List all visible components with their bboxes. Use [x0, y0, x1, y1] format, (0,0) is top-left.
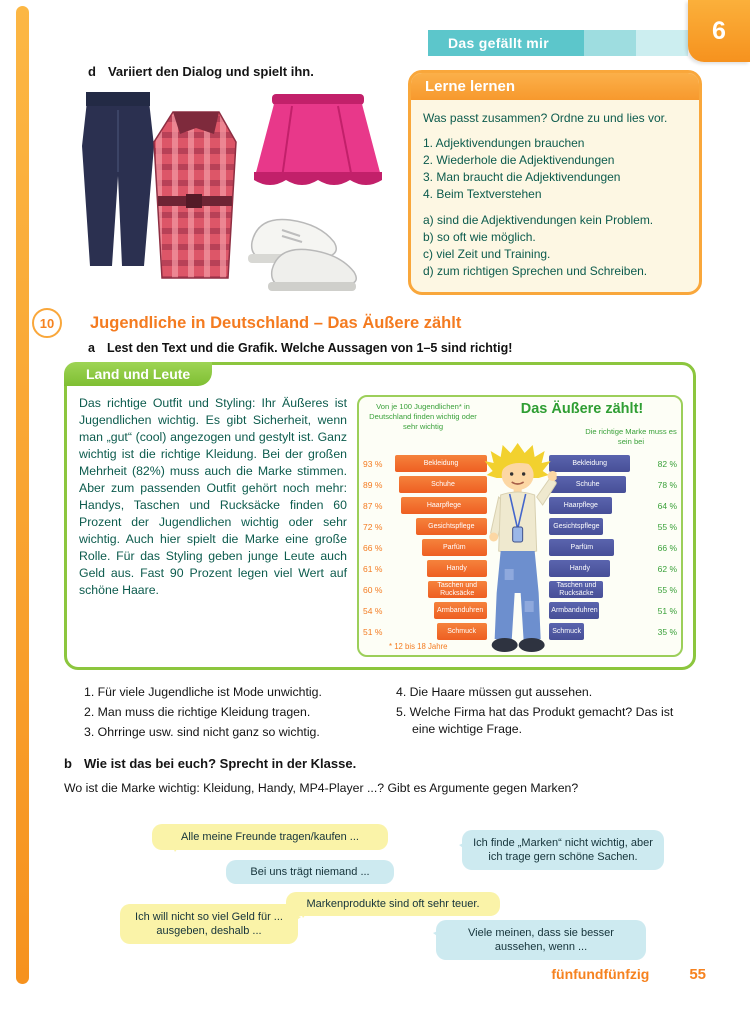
left-percent: 51 %	[363, 626, 383, 637]
lerne-item: a) sind die Adjektivendungen kein Problem.	[423, 213, 654, 228]
chapter-tab	[688, 0, 750, 62]
right-percent: 55 %	[657, 521, 677, 532]
page-header-title: Das gefällt mir	[448, 35, 549, 51]
skirt-image	[254, 94, 382, 185]
right-bar: Parfüm	[549, 539, 614, 556]
page-footer	[551, 966, 706, 983]
land-paragraph: Das richtige Outfit und Styling: Ihr Äußeres ist Jugendlichen wichtig. Es gibt Sicherheit, wenn man „gut“ (cool) angezogen und gestylt ist. Ganz wichtig ist die richtige Kleidung. Bei der großen Mehrheit (82%) muss auch die Marke stimmen. Aber zum passenden Outfit gehört noch mehr: Handys, Taschen und Rucksäcke finden 60 Prozent der Jugendlichen wichtig oder sehr wichtig. Auch hier spielt die Marke eine große Rolle. Für das Styling geben junge Leute auch Geld aus. Fast 90 Prozent legen viel Wert auf schöne Haare.	[79, 396, 347, 597]
chart-panel	[357, 395, 683, 657]
right-bar: Gesichtspflege	[549, 518, 603, 535]
chapter-number: 6	[712, 16, 726, 45]
section-d-title: Variiert den Dialog und spielt ihn.	[107, 64, 314, 79]
left-bar: Haarpflege	[401, 497, 486, 514]
right-percent: 78 %	[657, 479, 677, 490]
speech-bubble: Ich will nicht so viel Geld für ... ausgeben, deshalb ...	[120, 904, 298, 944]
section-b-label: b	[64, 756, 72, 771]
jeans-image	[82, 92, 154, 266]
section-b-title: Wie ist das bei euch? Sprecht in der Klasse.	[83, 756, 357, 771]
statements-list	[84, 684, 696, 745]
lerne-item: 1. Adjektivendungen brauchen	[423, 136, 585, 151]
right-bar: Armbanduhren	[549, 602, 599, 619]
lerne-lernen-box	[408, 70, 702, 295]
speech-bubble: Ich finde „Marken“ nicht wichtig, aber ich trage gern schöne Sachen.	[462, 830, 664, 870]
lerne-lernen-body	[411, 100, 699, 292]
chart-title: Das Äußere zählt!	[520, 401, 644, 417]
left-percent: 61 %	[363, 563, 383, 574]
section-b-question: Wo ist die Marke wichtig: Kleidung, Handy, MP4-Player ...? Gibt es Argumente gegen Marken?	[64, 781, 579, 795]
left-percent: 72 %	[363, 521, 383, 532]
right-bar: Taschen und Rucksäcke	[549, 581, 603, 598]
statement: 2. Man muss die richtige Kleidung tragen.	[84, 705, 311, 720]
exercise-number-badge: 10	[32, 308, 62, 338]
right-percent: 82 %	[657, 458, 677, 469]
section-d-label: d	[88, 64, 96, 79]
left-percent: 60 %	[363, 584, 383, 595]
right-percent: 51 %	[657, 605, 677, 616]
left-percent: 93 %	[363, 458, 383, 469]
chart-right-caption: Die richtige Marke muss es sein bei	[585, 427, 677, 446]
exercise-10a-text: Lest den Text und die Grafik. Welche Aussagen von 1–5 sind richtig!	[106, 341, 513, 355]
statement: 4. Die Haare müssen gut aussehen.	[396, 685, 593, 699]
left-percent: 89 %	[363, 479, 383, 490]
section-d-heading	[88, 64, 314, 79]
lerne-item: 3. Man braucht die Adjektivendungen	[423, 170, 621, 185]
right-bar: Handy	[549, 560, 610, 577]
page-header-bar	[428, 30, 688, 56]
left-bar: Parfüm	[422, 539, 487, 556]
statement: 3. Ohrringe usw. sind nicht ganz so wichtig.	[84, 725, 320, 740]
right-percent: 64 %	[657, 500, 677, 511]
land-und-leute-title: Land und Leute	[64, 362, 212, 386]
speech-bubble: Bei uns trägt niemand ...	[226, 860, 394, 884]
right-percent: 62 %	[657, 563, 677, 574]
right-percent: 66 %	[657, 542, 677, 553]
right-percent: 35 %	[657, 626, 677, 637]
cartoon-boy-illustration	[479, 441, 557, 653]
right-bar: Schuhe	[549, 476, 626, 493]
lerne-item: b) so oft wie möglich.	[423, 230, 536, 245]
page-number-word: fünfundfünfzig	[551, 966, 650, 982]
lerne-item: d) zum richtigen Sprechen und Schreiben.	[423, 264, 648, 279]
lerne-item: c) viel Zeit und Training.	[423, 247, 551, 262]
land-und-leute-box	[64, 362, 696, 670]
exercise-10a-instruction	[88, 341, 512, 355]
exercise-10-heading	[32, 308, 461, 338]
left-bar: Taschen und Rucksäcke	[428, 581, 487, 598]
right-bar: Haarpflege	[549, 497, 612, 514]
speech-bubbles	[0, 818, 750, 976]
speech-bubble: Alle meine Freunde tragen/kaufen ...	[152, 824, 388, 850]
lerne-intro: Was passt zusammen? Ordne zu und lies vor.	[423, 111, 668, 125]
left-percent: 87 %	[363, 500, 383, 511]
chart-left-caption: Von je 100 Jugendlichen* in Deutschland finden wichtig oder sehr wichtig	[369, 402, 477, 431]
sneakers-image	[248, 219, 356, 291]
left-bar: Bekleidung	[395, 455, 486, 472]
lerne-item: 4. Beim Textverstehen	[423, 187, 542, 202]
statement: 1. Für viele Jugendliche ist Mode unwichtig.	[84, 685, 322, 699]
coat-image	[154, 112, 236, 278]
left-bar: Gesichtspflege	[416, 518, 487, 535]
left-bar: Armbanduhren	[434, 602, 487, 619]
speech-bubble: Markenprodukte sind oft sehr teuer.	[286, 892, 500, 916]
left-bar: Schmuck	[437, 623, 487, 640]
left-bar: Handy	[427, 560, 487, 577]
speech-bubble: Viele meinen, dass sie besser aussehen, wenn ...	[436, 920, 646, 960]
page-number: 55	[689, 966, 706, 983]
exercise-10a-label: a	[88, 341, 95, 355]
section-b-heading	[64, 756, 356, 771]
left-percent: 54 %	[363, 605, 383, 616]
exercise-title: Jugendliche in Deutschland – Das Äußere zählt	[90, 313, 462, 332]
lerne-item: 2. Wiederhole die Adjektivendungen	[423, 153, 615, 168]
right-bar: Bekleidung	[549, 455, 629, 472]
chart-footnote: * 12 bis 18 Jahre	[389, 642, 448, 651]
lerne-lernen-title: Lerne lernen	[411, 73, 699, 100]
left-percent: 66 %	[363, 542, 383, 553]
clothing-illustration	[76, 84, 404, 304]
right-percent: 55 %	[657, 584, 677, 595]
left-bar: Schuhe	[399, 476, 486, 493]
right-bar: Schmuck	[549, 623, 583, 640]
statement: 5. Welche Firma hat das Produkt gemacht? Das ist eine wichtige Frage.	[396, 705, 674, 737]
